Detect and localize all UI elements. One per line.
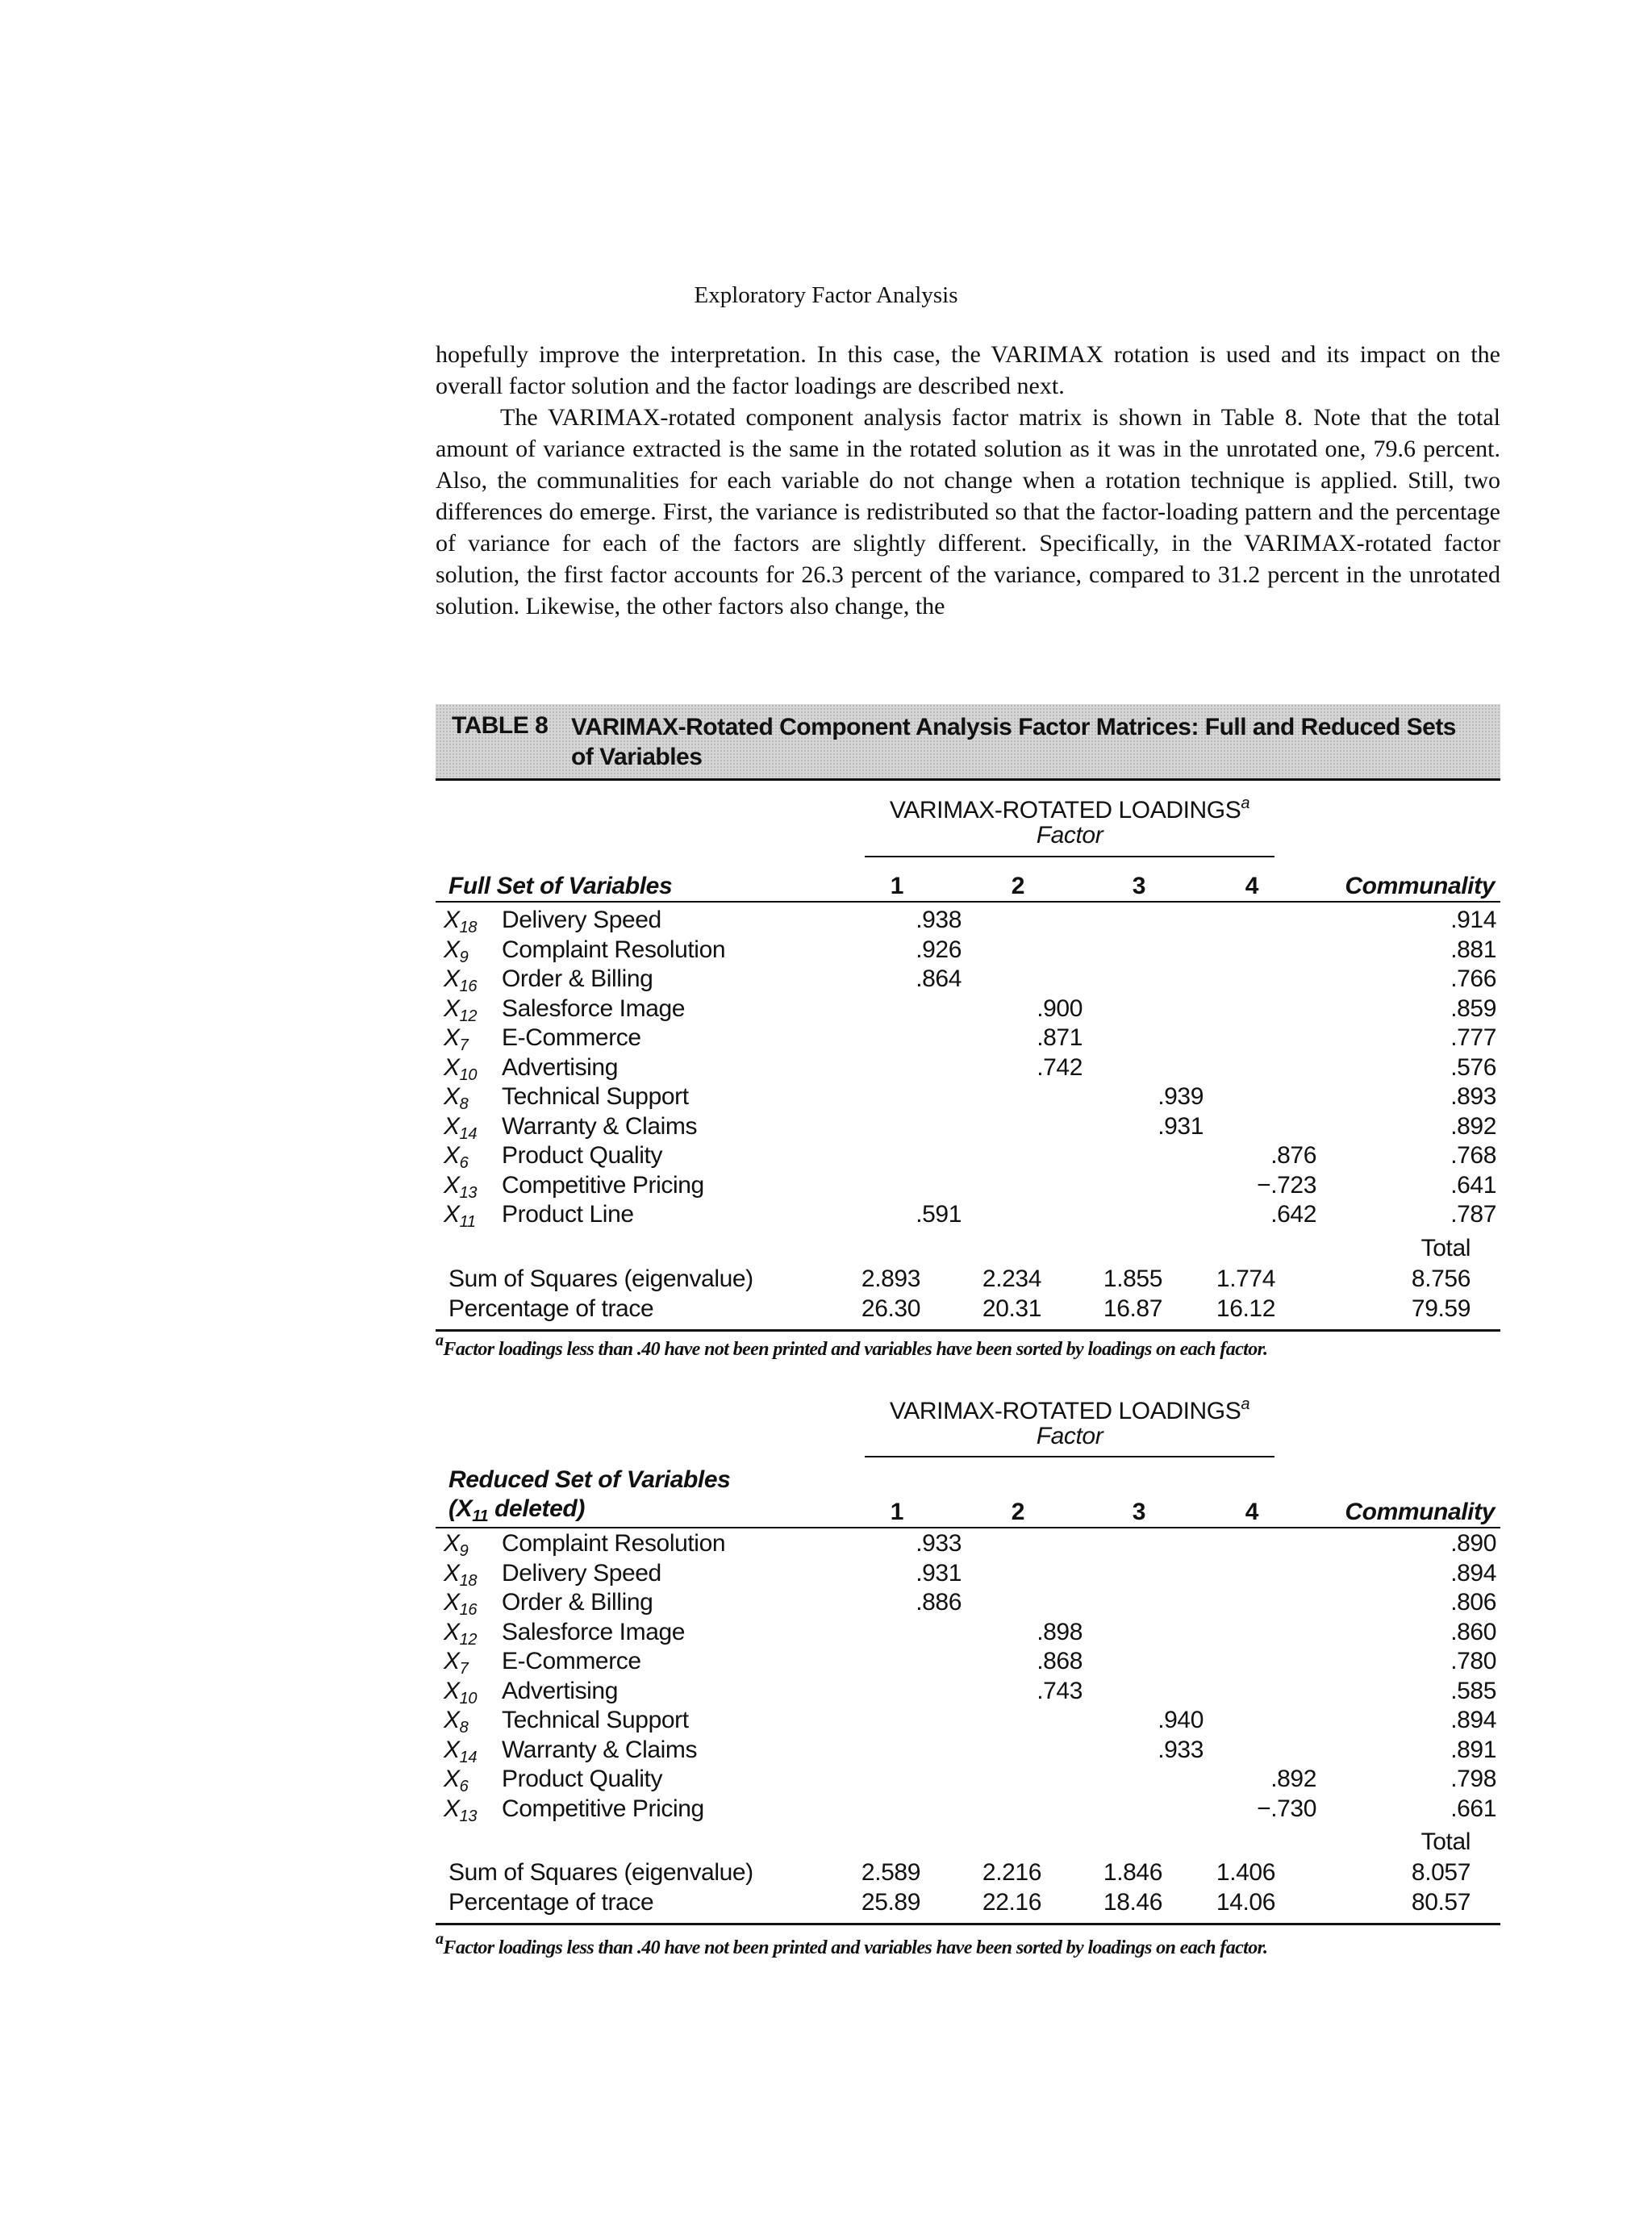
loading-f2 xyxy=(962,1736,1083,1766)
variable-name: Order & Billing xyxy=(502,965,653,992)
loading-f3 xyxy=(1083,1618,1204,1648)
pct-value: 22.16 xyxy=(982,1889,1041,1916)
loading-f1 xyxy=(800,1647,962,1677)
variable-code: $X_8$ xyxy=(444,1707,469,1737)
total-label-reduced: Total xyxy=(1420,1828,1471,1855)
loading-f4 xyxy=(1204,1677,1316,1707)
communality-value: .860 xyxy=(1450,1618,1496,1645)
variable-code: $X_{16}$ xyxy=(444,965,478,995)
variable-name: Competitive Pricing xyxy=(502,1795,704,1822)
loading-f3 xyxy=(1083,1647,1204,1677)
variable-code: $X_6$ xyxy=(444,1766,469,1795)
col-header-4: 4 xyxy=(1245,873,1258,899)
col-header-3: 3 xyxy=(1132,1499,1145,1525)
variable-name: Product Quality xyxy=(502,1766,663,1792)
loading-f3 xyxy=(1083,1200,1204,1230)
loadings-header-reduced: VARIMAX-ROTATED LOADINGS$^a$ xyxy=(889,1395,1250,1424)
loading-f1 xyxy=(800,994,962,1024)
table-footnote: $^a$Factor loadings less than .40 have not been printed and variables have been sorted by loadings on each factor. xyxy=(436,1930,1268,1958)
loading-f4 xyxy=(1204,1053,1316,1083)
loading-f4: .642 xyxy=(1270,1201,1316,1228)
loading-f2 xyxy=(962,1200,1083,1230)
table-row xyxy=(444,1618,1496,1648)
table-row xyxy=(444,936,1496,965)
loading-f1 xyxy=(800,1141,962,1171)
table-row xyxy=(444,1736,1496,1766)
table-row xyxy=(444,1082,1496,1112)
table-row xyxy=(444,1706,1496,1736)
loading-f4: −.730 xyxy=(1257,1795,1316,1822)
body-text xyxy=(436,339,1500,622)
loading-f1: .926 xyxy=(916,936,962,963)
variable-code: $X_{12}$ xyxy=(444,994,478,1025)
loading-f3 xyxy=(1083,965,1204,994)
loading-f3 xyxy=(1083,1677,1204,1707)
loading-f2: .868 xyxy=(1037,1648,1083,1674)
communality-value: .892 xyxy=(1450,1112,1496,1140)
loading-f1: .938 xyxy=(916,907,962,933)
variable-code: $X_{10}$ xyxy=(444,1677,478,1708)
communality-value: .798 xyxy=(1450,1766,1496,1792)
paragraph: The VARIMAX-rotated component analysis factor matrix is shown in Table 8. Note that the total amount of variance extracted is the same in the rotated solution as it was in the unrotated one, 79.6 percent. Also, the communalities for each variable do not change when a rotation technique is applied. Still, two differences do emerge. First, the variance is redistributed so that the factor-loading pattern and the percentage of variance for each of the factors are slightly different. Specifically, in the VARIMAX-rotated factor solution, the first factor accounts for 26.3 percent of the variance, compared to 31.2 percent in the unrotated solution. Likewise, the other factors also change, the xyxy=(436,404,1500,619)
communality-value: .766 xyxy=(1450,965,1496,992)
loading-f3 xyxy=(1083,1765,1204,1795)
communality-value: .859 xyxy=(1450,994,1496,1022)
variable-code: $X_8$ xyxy=(444,1083,469,1113)
ss-label-full: Sum of Squares (eigenvalue) xyxy=(448,1266,753,1292)
loading-f4 xyxy=(1204,1618,1316,1648)
pct-value: 16.12 xyxy=(1216,1295,1275,1322)
loading-f3 xyxy=(1083,1588,1204,1618)
table-row xyxy=(444,1141,1496,1171)
loading-f1 xyxy=(800,1053,962,1083)
table-row xyxy=(444,1112,1496,1142)
loading-f3 xyxy=(1083,1171,1204,1201)
table-row xyxy=(444,1053,1496,1083)
ss-value: 2.216 xyxy=(982,1859,1041,1886)
variable-code: $X_9$ xyxy=(444,1530,469,1560)
running-head: Exploratory Factor Analysis xyxy=(694,282,958,308)
loading-f2 xyxy=(962,1171,1083,1201)
variable-code: $X_{13}$ xyxy=(444,1171,478,1202)
table-rule xyxy=(436,778,1500,781)
variable-name: Complaint Resolution xyxy=(502,936,726,963)
variable-code: $X_7$ xyxy=(444,1024,469,1054)
loading-f1 xyxy=(800,1024,962,1053)
table-row xyxy=(444,1200,1496,1230)
loading-f1: .931 xyxy=(916,1559,962,1587)
variable-code: $X_6$ xyxy=(444,1142,469,1172)
loading-f2 xyxy=(962,1795,1083,1824)
factor-label-reduced: Factor xyxy=(1036,1423,1103,1449)
loading-f1: .864 xyxy=(916,965,962,992)
factor-rule xyxy=(865,1456,1274,1457)
table-row xyxy=(444,1529,1496,1559)
variable-name: Salesforce Image xyxy=(502,994,686,1022)
loading-f1 xyxy=(800,1677,962,1707)
table-row xyxy=(444,1559,1496,1589)
loading-f3 xyxy=(1083,906,1204,936)
loading-f3 xyxy=(1083,1529,1204,1559)
loading-f1 xyxy=(800,1706,962,1736)
loading-f4 xyxy=(1204,906,1316,936)
table-row xyxy=(444,1677,1496,1707)
variable-code: $X_9$ xyxy=(444,936,469,966)
variable-name: E-Commerce xyxy=(502,1648,641,1674)
loading-f1 xyxy=(800,1795,962,1824)
loading-f2: .742 xyxy=(1037,1053,1083,1081)
ss-label-reduced: Sum of Squares (eigenvalue) xyxy=(448,1859,753,1886)
paragraph: hopefully improve the interpretation. In this case, the VARIMAX rotation is used and its impact on the overall factor solution and the factor loadings are described next. xyxy=(436,341,1500,399)
loading-f4 xyxy=(1204,1024,1316,1053)
variable-name: Delivery Speed xyxy=(502,907,661,933)
pct-label-reduced: Percentage of trace xyxy=(448,1889,654,1916)
loading-f4 xyxy=(1204,1082,1316,1112)
variable-name: Order & Billing xyxy=(502,1589,653,1616)
pct-value: 20.31 xyxy=(982,1295,1041,1322)
table-footnote: $^a$Factor loadings less than .40 have not been printed and variables have been sorted by loadings on each factor. xyxy=(436,1332,1268,1360)
loading-f3: .939 xyxy=(1158,1083,1204,1110)
variable-name: Warranty & Claims xyxy=(502,1112,698,1140)
pct-value: 25.89 xyxy=(861,1889,920,1916)
loading-f1 xyxy=(800,1082,962,1112)
table-row xyxy=(444,1024,1496,1053)
communality-value: .585 xyxy=(1450,1677,1496,1704)
variable-name: Advertising xyxy=(502,1677,619,1704)
table-row xyxy=(444,1795,1496,1824)
col-header-1: 1 xyxy=(890,873,903,899)
loading-f4 xyxy=(1204,1706,1316,1736)
variable-code: $X_{16}$ xyxy=(444,1589,478,1619)
loading-f2: .900 xyxy=(1037,994,1083,1022)
factor-rule xyxy=(865,856,1274,857)
loading-f3 xyxy=(1083,1053,1204,1083)
loading-f3: .940 xyxy=(1158,1707,1204,1733)
table-row xyxy=(444,994,1496,1024)
loading-f3 xyxy=(1083,994,1204,1024)
loading-f1: .886 xyxy=(916,1589,962,1616)
loading-f1 xyxy=(800,1618,962,1648)
table-rule xyxy=(436,1527,1500,1528)
variable-name: E-Commerce xyxy=(502,1024,641,1051)
loading-f4 xyxy=(1204,1529,1316,1559)
pct-value: 14.06 xyxy=(1216,1889,1275,1916)
loading-f1: .933 xyxy=(916,1530,962,1557)
variable-name: Competitive Pricing xyxy=(502,1171,704,1199)
variable-name: Complaint Resolution xyxy=(502,1530,726,1557)
pct-value: 16.87 xyxy=(1103,1295,1162,1322)
communality-value: .893 xyxy=(1450,1083,1496,1110)
variable-name: Product Quality xyxy=(502,1142,663,1169)
loading-f4 xyxy=(1204,1647,1316,1677)
ss-value-total: 8.057 xyxy=(1411,1859,1471,1886)
reduced-set-table xyxy=(444,1529,1496,1824)
loading-f2 xyxy=(962,1141,1083,1171)
variable-code: $X_{10}$ xyxy=(444,1053,478,1084)
loading-f4 xyxy=(1204,965,1316,994)
communality-value: .914 xyxy=(1450,907,1496,933)
loading-f4 xyxy=(1204,994,1316,1024)
communality-value: .780 xyxy=(1450,1648,1496,1674)
ss-value: 1.846 xyxy=(1103,1859,1162,1886)
loading-f3 xyxy=(1083,936,1204,965)
ss-value: 2.893 xyxy=(861,1266,920,1292)
communality-header: Communality xyxy=(1345,873,1495,899)
loading-f2 xyxy=(962,906,1083,936)
loading-f4 xyxy=(1204,936,1316,965)
loading-f4: .876 xyxy=(1270,1142,1316,1169)
loading-f1 xyxy=(800,1112,962,1142)
variable-code: $X_7$ xyxy=(444,1648,469,1678)
ss-value: 2.589 xyxy=(861,1859,920,1886)
variable-code: $X_{11}$ xyxy=(444,1201,476,1231)
loading-f1 xyxy=(800,1171,962,1201)
col-header-3: 3 xyxy=(1132,873,1145,899)
loading-f2: .743 xyxy=(1037,1677,1083,1704)
pct-value-total: 80.57 xyxy=(1411,1889,1471,1916)
communality-value: .881 xyxy=(1450,936,1496,963)
factor-label-full: Factor xyxy=(1036,822,1103,849)
ss-value-total: 8.756 xyxy=(1411,1266,1471,1292)
loading-f2 xyxy=(962,1529,1083,1559)
variable-name: Technical Support xyxy=(502,1707,689,1733)
pct-value: 18.46 xyxy=(1103,1889,1162,1916)
table-row xyxy=(444,1171,1496,1201)
col-header-2: 2 xyxy=(1011,1499,1024,1525)
communality-value: .787 xyxy=(1450,1201,1496,1228)
set-label-reduced: Reduced Set of Variables xyxy=(448,1466,731,1493)
communality-value: .576 xyxy=(1450,1053,1496,1081)
communality-value: .777 xyxy=(1450,1024,1496,1051)
loading-f4: −.723 xyxy=(1257,1171,1316,1199)
loading-f3 xyxy=(1083,1024,1204,1053)
col-header-1: 1 xyxy=(890,1499,903,1525)
loading-f3 xyxy=(1083,1559,1204,1589)
full-set-table xyxy=(444,906,1496,1230)
loading-f3: .931 xyxy=(1158,1112,1204,1140)
ss-value: 1.406 xyxy=(1216,1859,1275,1886)
table-rule xyxy=(436,1329,1500,1332)
communality-value: .894 xyxy=(1450,1559,1496,1587)
communality-value: .890 xyxy=(1450,1530,1496,1557)
loading-f3 xyxy=(1083,1795,1204,1824)
ss-value: 1.855 xyxy=(1103,1266,1162,1292)
variable-code: $X_{14}$ xyxy=(444,1736,478,1766)
variable-code: $X_{14}$ xyxy=(444,1112,478,1143)
variable-name: Product Line xyxy=(502,1201,634,1228)
loading-f2 xyxy=(962,936,1083,965)
table-number: TABLE 8 xyxy=(452,712,549,739)
loading-f4 xyxy=(1204,1588,1316,1618)
variable-name: Advertising xyxy=(502,1053,619,1081)
loading-f1 xyxy=(800,1736,962,1766)
ss-value: 2.234 xyxy=(982,1266,1041,1292)
variable-name: Warranty & Claims xyxy=(502,1736,698,1763)
variable-code: $X_{13}$ xyxy=(444,1795,478,1825)
table-rule xyxy=(436,901,1500,903)
loading-f4 xyxy=(1204,1736,1316,1766)
variable-code: $X_{18}$ xyxy=(444,907,478,936)
pct-value-total: 79.59 xyxy=(1411,1295,1471,1322)
pct-value: 26.30 xyxy=(861,1295,920,1322)
total-label-full: Total xyxy=(1420,1235,1471,1261)
table-row xyxy=(444,1647,1496,1677)
loading-f1: .591 xyxy=(916,1201,962,1228)
pct-label-full: Percentage of trace xyxy=(448,1295,654,1322)
loading-f2 xyxy=(962,1082,1083,1112)
col-header-2: 2 xyxy=(1011,873,1024,899)
table-rule xyxy=(436,1923,1500,1925)
col-header-4: 4 xyxy=(1245,1499,1258,1525)
loading-f4 xyxy=(1204,1559,1316,1589)
variable-code: $X_{12}$ xyxy=(444,1618,478,1649)
variable-code: $X_{18}$ xyxy=(444,1559,478,1590)
loading-f2: .871 xyxy=(1037,1024,1083,1051)
variable-name: Technical Support xyxy=(502,1083,689,1110)
loading-f2 xyxy=(962,965,1083,994)
loading-f3 xyxy=(1083,1141,1204,1171)
table-row xyxy=(444,906,1496,936)
communality-value: .891 xyxy=(1450,1736,1496,1763)
communality-value: .641 xyxy=(1450,1171,1496,1199)
ss-value: 1.774 xyxy=(1216,1266,1275,1292)
communality-value: .768 xyxy=(1450,1142,1496,1169)
table-row xyxy=(444,1765,1496,1795)
loading-f2 xyxy=(962,1706,1083,1736)
communality-value: .894 xyxy=(1450,1707,1496,1733)
variable-name: Salesforce Image xyxy=(502,1618,686,1645)
loading-f4 xyxy=(1204,1112,1316,1142)
set-label-reduced-note: ($X_{11}$ deleted) xyxy=(448,1495,585,1525)
loading-f2: .898 xyxy=(1037,1618,1083,1645)
table-caption xyxy=(436,704,1500,778)
loading-f3: .933 xyxy=(1158,1736,1204,1763)
loading-f2 xyxy=(962,1588,1083,1618)
communality-value: .661 xyxy=(1450,1795,1496,1822)
communality-value: .806 xyxy=(1450,1589,1496,1616)
loading-f1 xyxy=(800,1765,962,1795)
variable-name: Delivery Speed xyxy=(502,1559,661,1587)
loadings-header-full: VARIMAX-ROTATED LOADINGS$^a$ xyxy=(889,794,1250,824)
loading-f2 xyxy=(962,1112,1083,1142)
loading-f4: .892 xyxy=(1270,1766,1316,1792)
set-label-full: Full Set of Variables xyxy=(448,873,673,899)
table-row xyxy=(444,1588,1496,1618)
communality-header: Communality xyxy=(1345,1499,1495,1525)
loading-f2 xyxy=(962,1559,1083,1589)
table-title: VARIMAX-Rotated Component Analysis Factor Matrices: Full and Reduced Sets of Variables xyxy=(571,714,1456,770)
loading-f2 xyxy=(962,1765,1083,1795)
table-row xyxy=(444,965,1496,994)
